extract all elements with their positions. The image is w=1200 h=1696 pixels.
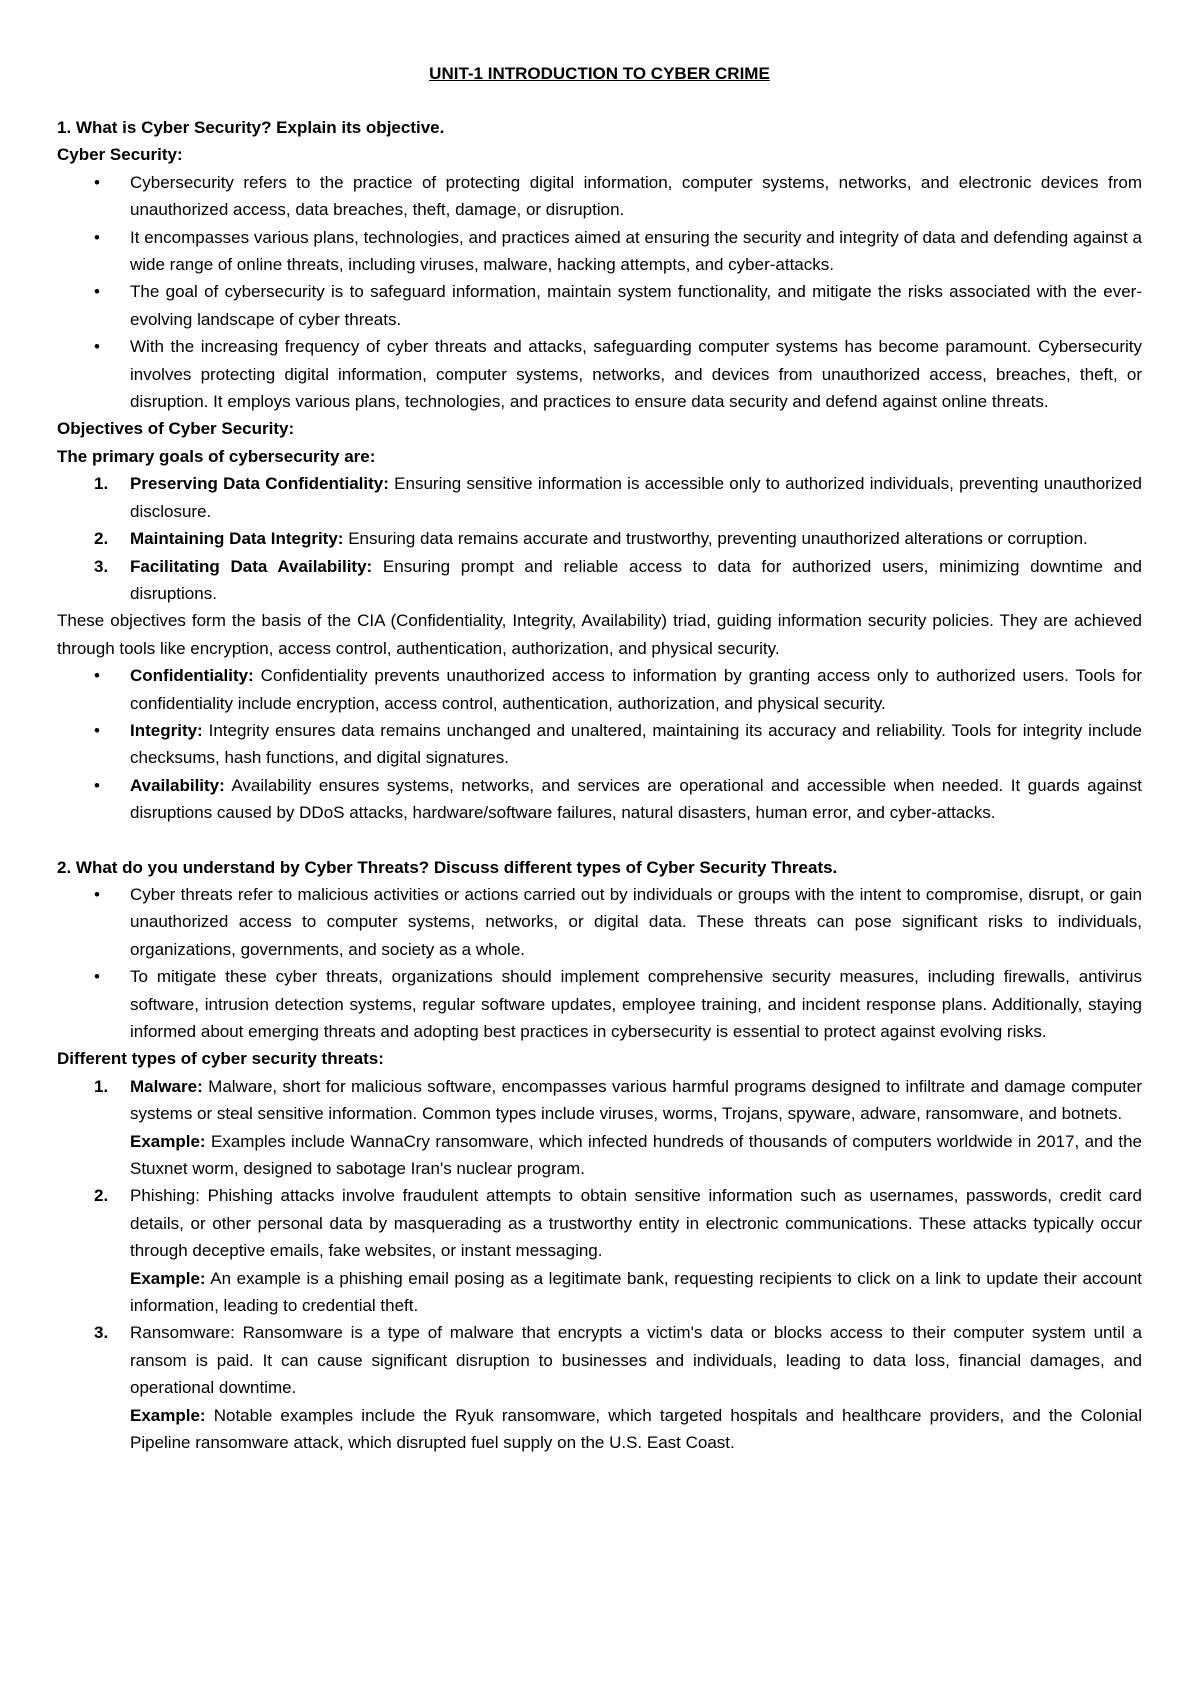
cia-term: Confidentiality: — [130, 666, 254, 686]
example-label: Example: — [130, 1131, 206, 1151]
list-number: 2. — [94, 1186, 109, 1206]
list-number: 2. — [94, 529, 109, 549]
threat-term: Malware: — [130, 1076, 203, 1096]
list-item — [57, 470, 1142, 525]
list-item — [57, 553, 1142, 608]
document-title: UNIT-1 INTRODUCTION TO CYBER CRIME — [429, 64, 770, 83]
list-item: • It encompasses various plans, technologies, and practices aimed at ensuring the security and integrity of data and defending against a wide range of online threats, including viruses, malware, hacking attempts, and cyber-attacks. — [57, 224, 1142, 279]
example-label: Example: — [130, 1405, 206, 1425]
list-item — [57, 1182, 1142, 1319]
section-spacer — [57, 827, 1142, 854]
goal-text: Ensuring prompt and reliable access to data for authorized users, minimizing downtime and disruptions. — [130, 556, 1142, 603]
cyber-security-heading: Cyber Security: — [57, 145, 183, 165]
goal-text: Ensuring sensitive information is accessible only to authorized individuals, preventing unauthorized disclosure. — [130, 474, 1143, 521]
cyber-threats-bullets — [57, 881, 1142, 1045]
goal-term: Preserving Data Confidentiality: — [130, 474, 389, 494]
cia-term: Availability: — [130, 775, 225, 795]
cyber-security-bullets — [57, 169, 1142, 416]
objectives-heading: Objectives of Cyber Security: — [57, 419, 295, 439]
cia-term: Integrity: — [130, 720, 203, 740]
cia-bullets — [57, 662, 1142, 826]
cia-text: Integrity ensures data remains unchanged and unaltered, maintaining its accuracy and reliability. Tools for integrity include checksums, hash functions, and digital signatures. — [130, 720, 1142, 768]
list-item: • Cyber threats refer to malicious activities or actions carried out by individuals or groups with the intent to compromise, disrupt, or gain unauthorized access to computer systems, networks, or digital data. These threats can pose significant risks to individuals, organizations, governments, and society as a whole. — [57, 881, 1142, 963]
list-item — [57, 717, 1142, 772]
goals-list — [57, 470, 1142, 607]
goal-text: Ensuring data remains accurate and trustworthy, preventing unauthorized alterations or corruption. — [343, 529, 1088, 549]
threat-text: Ransomware: Ransomware is a type of malware that encrypts a victim's data or blocks access to their computer system until a ransom is paid. It can cause significant disruption to businesses and individuals, leading to data loss, financial damages, and operational downtime. — [130, 1323, 1142, 1398]
cia-text: Availability ensures systems, networks, and services are operational and accessible when needed. It guards against disruptions caused by DDoS attacks, hardware/software failures, natural disasters, human error, and cyber-attacks. — [130, 775, 1142, 823]
list-item: • The goal of cybersecurity is to safeguard information, maintain system functionality, and mitigate the risks associated with the ever-evolving landscape of cyber threats. — [57, 278, 1142, 333]
list-item: • Cybersecurity refers to the practice of protecting digital information, computer systems, networks, and electronic devices from unauthorized access, data breaches, theft, damage, or disruption. — [57, 169, 1142, 224]
list-item — [57, 1319, 1142, 1456]
list-number: 1. — [94, 474, 109, 494]
goal-term: Maintaining Data Integrity: — [130, 529, 344, 549]
list-item — [57, 662, 1142, 717]
list-number: 3. — [94, 1323, 109, 1343]
example-text: An example is a phishing email posing as a legitimate bank, requesting recipients to click on a link to update their account information, leading to credential theft. — [130, 1268, 1142, 1316]
example-label: Example: — [130, 1268, 206, 1288]
cia-text: Confidentiality prevents unauthorized access to information by granting access only to authorized users. Tools for confidentiality include encryption, access control, authentication, authorization, and physical security. — [130, 666, 1142, 713]
goals-heading: The primary goals of cybersecurity are: — [57, 446, 376, 466]
question-2-heading: 2. What do you understand by Cyber Threats? Discuss different types of Cyber Security Threats. — [57, 857, 838, 877]
list-number: 3. — [94, 556, 109, 576]
list-item — [57, 1073, 1142, 1183]
threat-text: Malware, short for malicious software, encompasses various harmful programs designed to infiltrate and damage computer systems or steal sensitive information. Common types include viruses, worms, Trojans, spyware, adware, ransomware, and botnets. — [130, 1076, 1142, 1124]
threat-text: Phishing: Phishing attacks involve fraudulent attempts to obtain sensitive information such as usernames, passwords, credit card details, or other personal data by masquerading as a trustworthy entity in electronic communications. These attacks typically occur through deceptive emails, fake websites, or instant messaging. — [130, 1186, 1142, 1261]
question-1-heading: 1. What is Cyber Security? Explain its objective. — [57, 118, 445, 137]
example-text: Examples include WannaCry ransomware, which infected hundreds of thousands of computers worldwide in 2017, and the Stuxnet worm, designed to sabotage Iran's nuclear program. — [130, 1131, 1142, 1179]
list-item — [57, 772, 1142, 827]
list-item — [57, 525, 1142, 552]
list-number: 1. — [94, 1076, 109, 1096]
threat-types-list — [57, 1073, 1142, 1457]
threat-types-heading: Different types of cyber security threats: — [57, 1049, 384, 1069]
list-item: • With the increasing frequency of cyber threats and attacks, safeguarding computer systems has become paramount. Cybersecurity involves protecting digital information, computer systems, networks, and devices from unauthorized access, breaches, theft, or disruption. It employs various plans, technologies, and practices to ensure data security and defend against online threats. — [57, 333, 1142, 415]
goal-term: Facilitating Data Availability: — [130, 556, 373, 576]
example-text: Notable examples include the Ryuk ransomware, which targeted hospitals and healthcare providers, and the Colonial Pipeline ransomware attack, which disrupted fuel supply on the U.S. East Coast. — [130, 1405, 1142, 1453]
cia-paragraph: These objectives form the basis of the CIA (Confidentiality, Integrity, Availability) triad, guiding information security policies. They are achieved through tools like encryption, access control, authentication, authorization, and physical security. — [57, 611, 1142, 658]
list-item: • To mitigate these cyber threats, organizations should implement comprehensive security measures, including firewalls, antivirus software, intrusion detection systems, regular software updates, employee training, and incident response plans. Additionally, staying informed about emerging threats and adopting best practices in cybersecurity is essential to protect against evolving risks. — [57, 963, 1142, 1045]
